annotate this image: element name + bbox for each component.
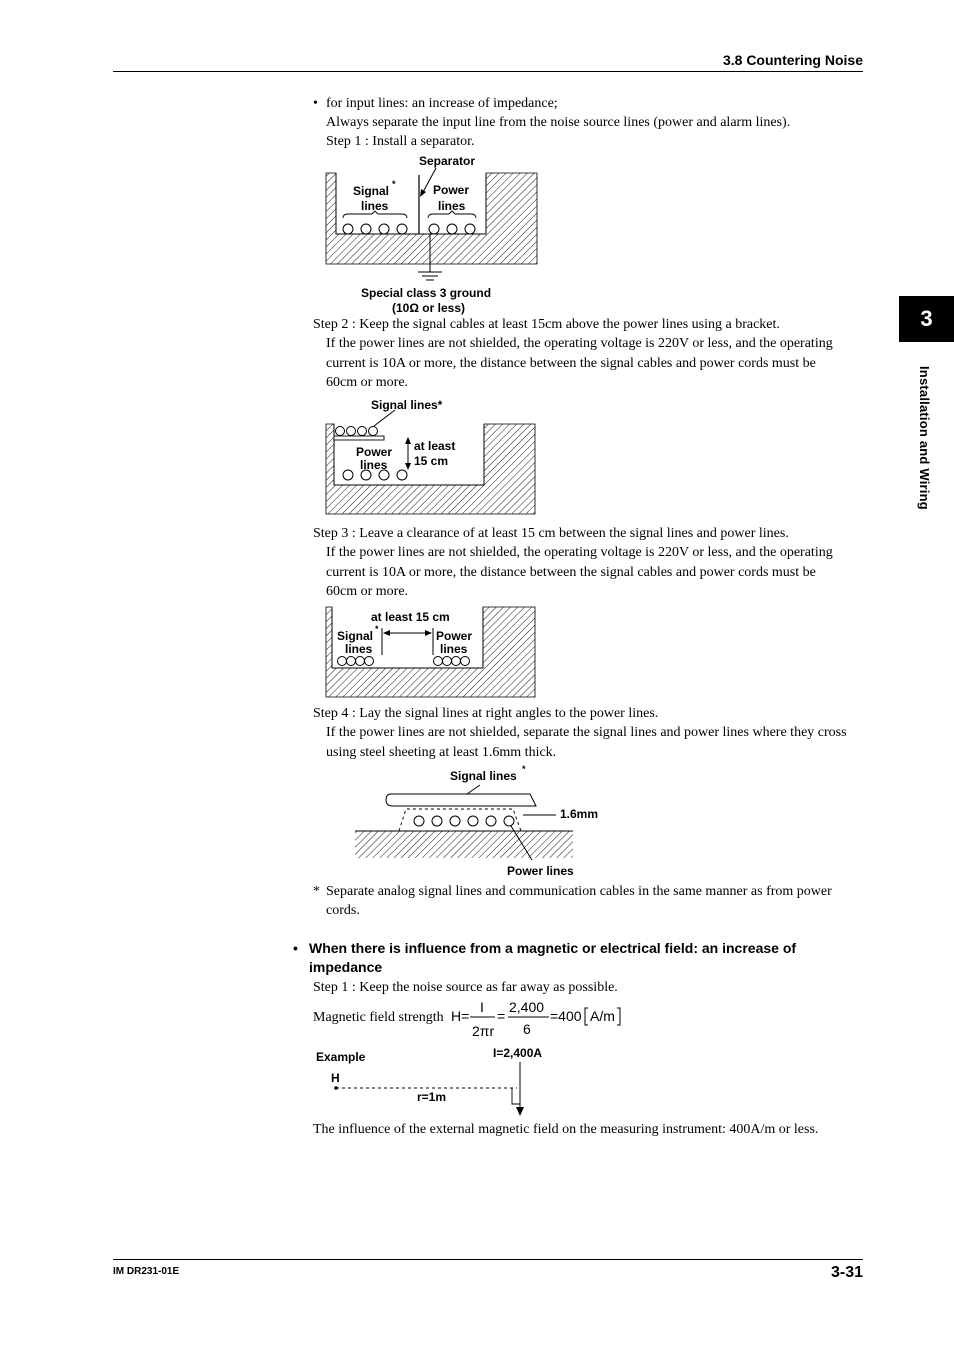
signal-star: * xyxy=(392,179,396,189)
magnetic-bullet: • xyxy=(293,940,298,956)
intro-bullet: • xyxy=(313,96,318,111)
step4-line3: using steel sheeting at least 1.6mm thick. xyxy=(326,745,557,760)
separator-label: Separator xyxy=(419,154,476,168)
step4-line2: If the power lines are not shielded, separate the signal lines and power lines where they cross xyxy=(326,725,847,740)
radius-label: r=1m xyxy=(417,1090,447,1104)
step2-line1: Step 2 : Keep the signal cables at least 15cm above the power lines using a bracket. xyxy=(313,317,780,332)
power-label-2: lines xyxy=(360,458,388,472)
magnetic-heading-2: impedance xyxy=(309,959,383,975)
chapter-side-label: Installation and Wiring xyxy=(917,366,932,510)
magnetic-step1: Step 1 : Keep the noise source as far away as possible. xyxy=(313,980,618,995)
chapter-number: 3 xyxy=(920,306,933,331)
distance-label: at least 15 cm xyxy=(371,610,450,624)
power-label-1: Power xyxy=(356,445,393,459)
formula-num1: I xyxy=(480,999,484,1015)
section-title: 3.8 Countering Noise xyxy=(722,52,863,68)
thickness-label: 1.6mm xyxy=(560,807,599,821)
signal-star: * xyxy=(375,624,379,634)
formula-result: =400 xyxy=(550,1008,582,1024)
ground-label-2: (10Ω or less) xyxy=(392,301,465,315)
conclusion: The influence of the external magnetic field on the measuring instrument: 400A/m or less. xyxy=(313,1122,819,1137)
signal-lines-label: Signal lines xyxy=(450,769,517,783)
formula-unit: A/m xyxy=(590,1008,615,1024)
example-label: Example xyxy=(316,1050,366,1064)
step3-line3: current is 10A or more, the distance between the signal cables and power cords must be xyxy=(326,565,816,580)
signal-star: * xyxy=(522,764,526,774)
formula-den1: 2πr xyxy=(472,1023,495,1039)
step3-line1: Step 3 : Leave a clearance of at least 15 cm between the signal lines and power lines. xyxy=(313,526,789,541)
signal-label-1: Signal xyxy=(337,629,374,643)
formula-H: H= xyxy=(451,1008,470,1024)
intro-step1: Step 1 : Install a separator. xyxy=(326,134,475,149)
signal-lines-label: Signal lines* xyxy=(371,398,443,412)
step3-line2: If the power lines are not shielded, the operating voltage is 220V or less, and the operating xyxy=(326,545,833,560)
signal-label-1: Signal xyxy=(353,184,390,198)
power-label-2: lines xyxy=(438,199,466,213)
magnetic-heading-1: When there is influence from a magnetic or electrical field: an increase of xyxy=(309,940,797,956)
point-label: H xyxy=(331,1071,340,1085)
ground-label-1: Special class 3 ground xyxy=(361,286,492,300)
step4-line1: Step 4 : Lay the signal lines at right angles to the power lines. xyxy=(313,706,659,721)
formula-num2: 2,400 xyxy=(509,999,545,1015)
distance-label-1: at least xyxy=(414,439,456,453)
power-lines-label: Power lines xyxy=(507,864,574,878)
point-H xyxy=(334,1086,338,1090)
step2-line4: 60cm or more. xyxy=(326,375,409,390)
distance-label-2: 15 cm xyxy=(414,454,449,468)
doc-id: IM DR231-01E xyxy=(113,1266,180,1277)
power-label-1: Power xyxy=(433,183,470,197)
formula-eq: = xyxy=(497,1008,506,1024)
note-line2: cords. xyxy=(326,903,360,918)
current-label: I=2,400A xyxy=(493,1046,543,1060)
signal-label-2: lines xyxy=(361,199,389,213)
intro-line2: Always separate the input line from the noise source lines (power and alarm lines). xyxy=(326,115,791,130)
step3-line4: 60cm or more. xyxy=(326,584,409,599)
note-line1: Separate analog signal lines and communication cables in the same manner as from power xyxy=(326,884,832,899)
formula-label: Magnetic field strength xyxy=(313,1010,444,1025)
intro-line1: for input lines: an increase of impedance; xyxy=(326,96,558,111)
step2-line2: If the power lines are not shielded, the operating voltage is 220V or less, and the operating xyxy=(326,336,833,351)
formula-den2: 6 xyxy=(523,1021,531,1037)
footer-rule xyxy=(113,1259,863,1260)
signal-label-2: lines xyxy=(345,642,373,656)
note-mark: * xyxy=(313,884,320,899)
power-label-1: Power xyxy=(436,629,473,643)
page-number: 3-31 xyxy=(830,1264,863,1281)
step2-line3: current is 10A or more, the distance between the signal cables and power cords must be xyxy=(326,356,816,371)
power-label-2: lines xyxy=(440,642,468,656)
